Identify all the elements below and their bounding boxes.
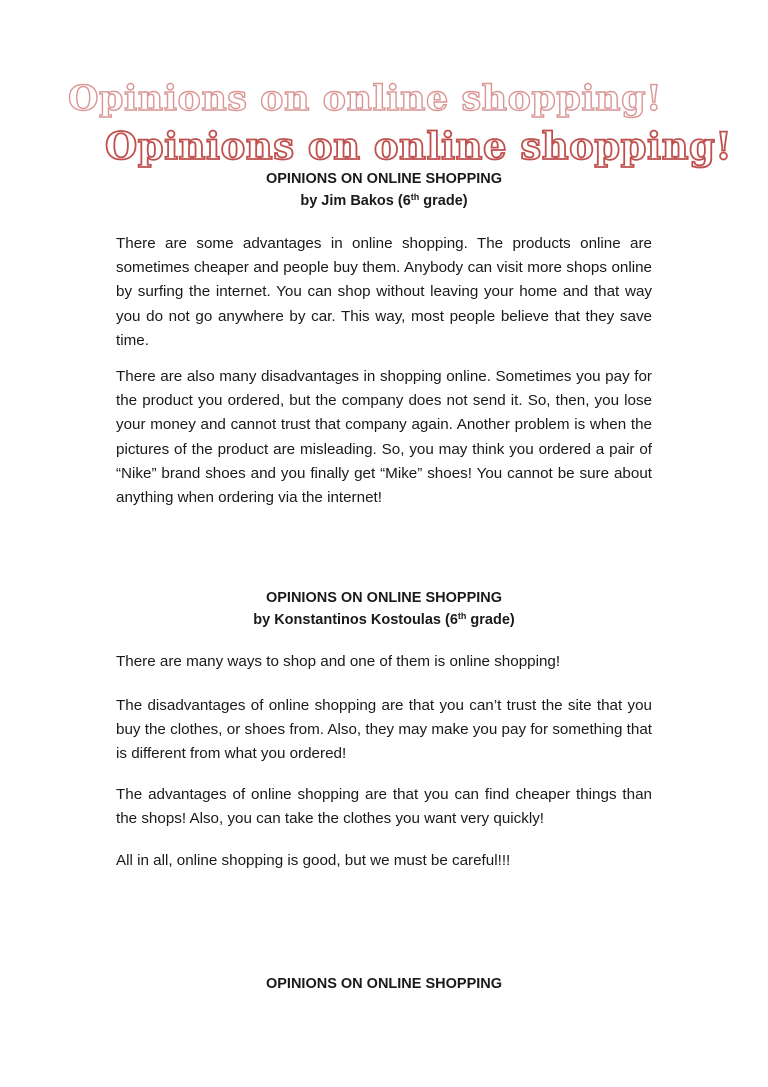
section-1-byline [116, 190, 652, 212]
section-2-byline [116, 609, 652, 631]
section-2-byline-sup: th [457, 611, 467, 621]
section-2-paragraph-1: There are many ways to shop and one of them is online shopping! [116, 653, 561, 670]
section-1-byline-sup: th [410, 192, 420, 202]
wordart-title-2: Opinions on online shopping! [105, 124, 733, 168]
section-1-byline-pre: by Jim Bakos (6 [300, 193, 411, 209]
section-2-paragraph-4: All in all, online shopping is good, but we must be careful!!! [116, 852, 511, 869]
section-2-paragraph-3: The advantages of online shopping are that you can find cheaper things than the shops! Also, you can take the clothes you want very quickly! [116, 786, 652, 828]
section-2-byline-post: grade) [466, 612, 515, 628]
section-1-paragraph-1: There are some advantages in online shopping. The products online are sometimes cheaper and people buy them. Anybody can visit more shops online by surfing the internet. You can shop without leaving your home and that way you do not go anywhere by car. This way, most people believe that they save time. [116, 235, 652, 349]
section-1-paragraph-2: There are also many disadvantages in shopping online. Sometimes you pay for the product you ordered, but the company does not send it. So, then, you lose your money and cannot trust that company again. Another problem is when the pictures of the product are misleading. So, you may think you ordered a pair of “Nike” brand shoes and you finally get “Mike” shoes! You cannot be sure about anything when ordering via the internet! [116, 368, 652, 507]
section-2-paragraph-2: The disadvantages of online shopping are that you can’t trust the site that you buy the clothes, or shoes from. Also, they may make you pay for something that is different from what you ordered! [116, 697, 652, 763]
section-2-title: OPINIONS ON ONLINE SHOPPING [265, 590, 503, 606]
section-3-title: OPINIONS ON ONLINE SHOPPING [265, 976, 503, 992]
section-1-byline-post: grade) [419, 193, 468, 209]
section-1-title: OPINIONS ON ONLINE SHOPPING [265, 171, 503, 187]
section-2-byline-pre: by Konstantinos Kostoulas (6 [253, 612, 458, 628]
wordart-title-1: Opinions on online shopping! [68, 78, 662, 119]
